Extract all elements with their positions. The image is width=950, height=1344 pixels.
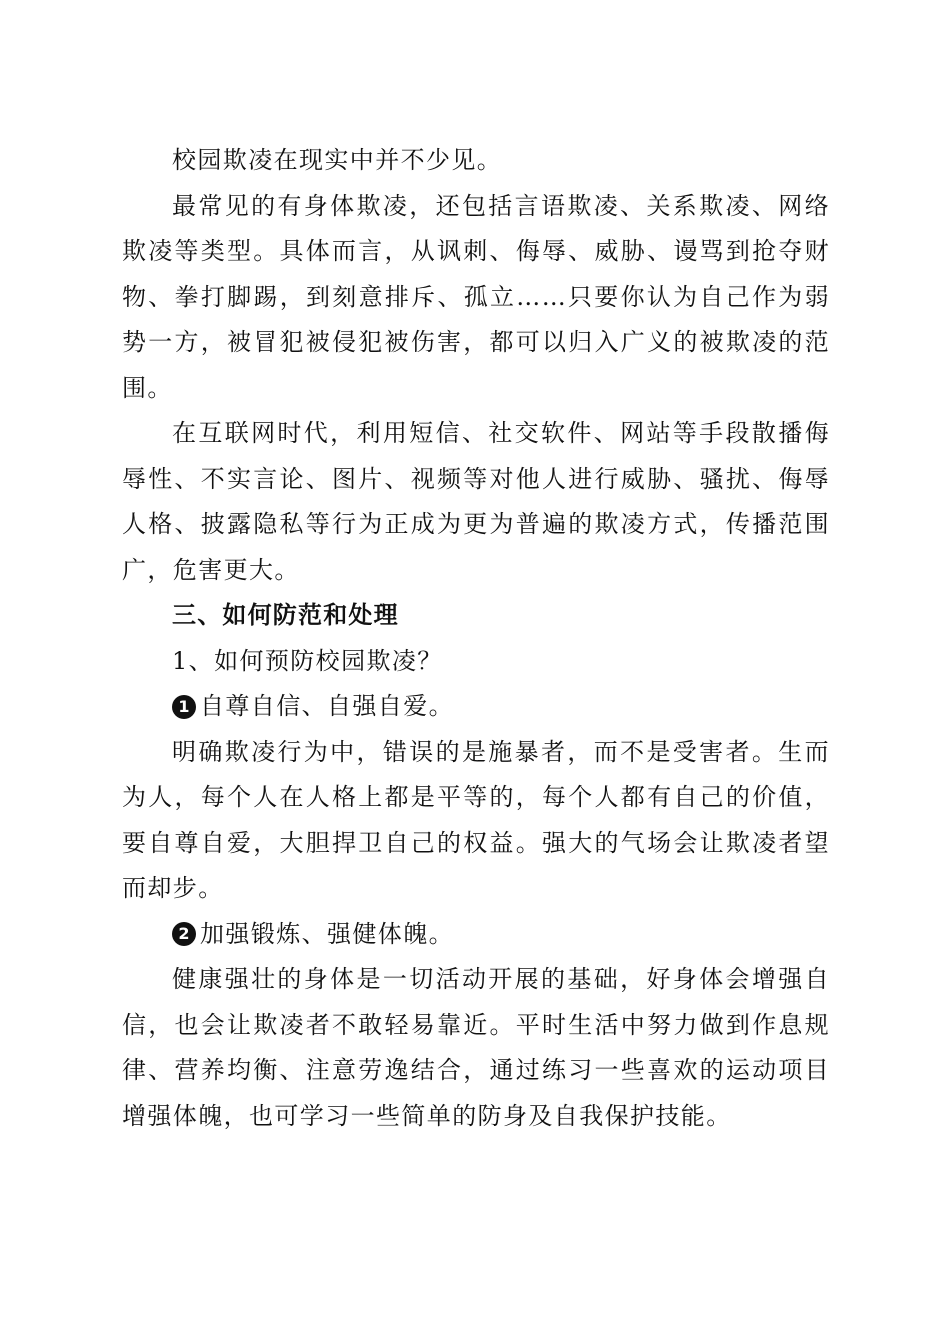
circled-number-icon: 1 <box>172 695 196 719</box>
intro-paragraph: 校园欺凌在现实中并不少见。 <box>172 146 503 174</box>
point-title-line <box>122 684 830 730</box>
subsection-heading: 1、如何预防校园欺凌？ <box>172 646 443 675</box>
document-body <box>122 138 830 1139</box>
point-title: 加强锻炼、强健体魄。 <box>200 919 454 948</box>
circled-number-icon: 2 <box>172 922 196 946</box>
point-body: 明确欺凌行为中，错误的是施暴者，而不是受害者。生而为人，每个人在人格上都是平等的，每个人都有自己的价值，要自尊自爱，大胆捍卫自己的权益。强大的气场会让欺凌者望而却步。 <box>122 737 830 902</box>
section-heading: 三、如何防范和处理 <box>172 601 399 629</box>
point-body: 健康强壮的身体是一切活动开展的基础，好身体会增强自信，也会让欺凌者不敢轻易靠近。平时生活中努力做到作息规律、营养均衡、注意劳逸结合，通过练习一些喜欢的运动项目增强体魄，也可学习一些简单的防身及自我保护技能。 <box>122 965 830 1130</box>
intro-paragraph: 在互联网时代，利用短信、社交软件、网站等手段散播侮辱性、不实言论、图片、视频等对他人进行威胁、骚扰、侮辱人格、披露隐私等行为正成为更为普遍的欺凌方式，传播范围广，危害更大。 <box>122 419 830 584</box>
point-title-line <box>122 912 830 958</box>
intro-paragraph: 最常见的有身体欺凌，还包括言语欺凌、关系欺凌、网络欺凌等类型。具体而言，从讽刺、侮辱、威胁、谩骂到抢夺财物、拳打脚踢，到刻意排斥、孤立……只要你认为自己作为弱势一方，被冒犯被侵犯被伤害，都可以归入广义的被欺凌的范围。 <box>122 191 830 402</box>
point-title: 自尊自信、自强自爱。 <box>200 692 454 720</box>
